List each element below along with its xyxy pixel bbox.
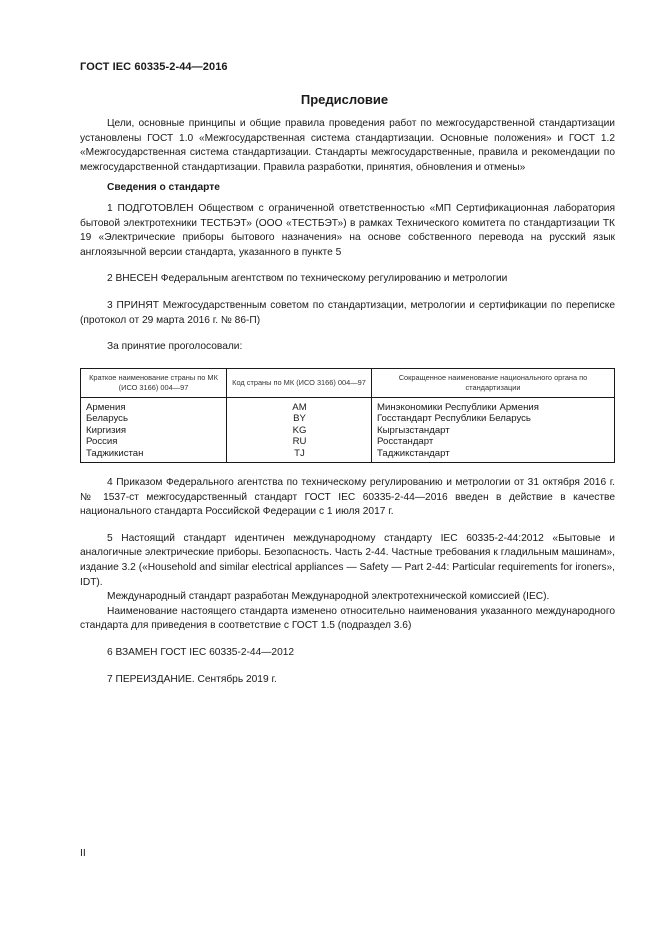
voting-table xyxy=(80,368,615,463)
item-introduced: 2 ВНЕСЕН Федеральным агентством по техническому регулированию и метрологии xyxy=(107,273,508,285)
item-developer: Международный стандарт разработан Международной электротехнической комиссией (IEC). xyxy=(107,591,550,603)
country-cell: Армения xyxy=(81,398,227,414)
body-cell: Минэкономики Республики Армения xyxy=(372,398,615,414)
body-cell: Госстандарт Республики Беларусь xyxy=(372,413,615,424)
header-body: Сокращенное наименование национального органа по стандартизации xyxy=(372,369,615,398)
table-row xyxy=(81,436,615,447)
code-cell: AM xyxy=(227,398,372,414)
header-code: Код страны по МК (ИСО 3166) 004—97 xyxy=(227,369,372,398)
country-cell: Таджикистан xyxy=(81,448,227,463)
code-cell: BY xyxy=(227,413,372,424)
code-cell: KG xyxy=(227,425,372,436)
section-heading: Сведения о стандарте xyxy=(107,182,220,194)
page-title: Предисловие xyxy=(300,92,389,107)
table-header-row xyxy=(81,369,615,398)
intro-paragraph: Цели, основные принципы и общие правила проведения работ по межгосударственной стандартизации установлены ГОСТ 1.0 «Межгосударственная система стандартизации. Основные положения» и ГОСТ 1.2 «Межгосударственная система стандартизации. Стандарты межгосударственные, правила и рекомендации по межгосударственной стандартизации. Правила разработки, принятия, обновления и отмены» xyxy=(80,118,615,173)
document-code: ГОСТ IEC 60335-2-44—2016 xyxy=(80,61,228,73)
item-renamed: Наименование настоящего стандарта изменено относительно наименования указанного международного стандарта для приведения в соответствие с ГОСТ 1.5 (подраздел 3.6) xyxy=(80,605,615,632)
body-cell: Кыргызстандарт xyxy=(372,425,615,436)
item-prepared: 1 ПОДГОТОВЛЕН Обществом с ограниченной ответственностью «МП Сертификационная лаборатория бытовой электротехники ТЕСТБЭТ» (ООО «ТЕСТБЭТ») в рамках Технического комитета по стандартизации ТК 19 «Электрические приборы бытового назначения» на основе собственного перевода на русский язык англоязычной версии стандарта, указанного в пункте 5 xyxy=(80,202,615,258)
voted-label: За принятие проголосовали: xyxy=(107,341,243,353)
item-identical: 5 Настоящий стандарт идентичен международному стандарту IEC 60335-2-44:2012 «Бытовые и аналогичные электрические приборы. Безопасность. Часть 2-44. Частные требования к гладильным машинам», издание 3.2 («Household and similar electrical appliances — Safety — Part 2-44: Particular requirements for ironers», IDT). xyxy=(80,532,615,588)
country-cell: Россия xyxy=(81,436,227,447)
country-cell: Киргизия xyxy=(81,425,227,436)
item-order: 4 Приказом Федерального агентства по техническому регулированию и метрологии от 31 октября 2016 г. № 1537-ст межгосударственный стандарт ГОСТ IEC 60335-2-44—2016 введен в действие в качестве национального стандарта Российской Федерации с 1 июля 2017 г. xyxy=(80,477,615,518)
country-cell: Беларусь xyxy=(81,413,227,424)
table-row xyxy=(81,398,615,414)
body-cell: Таджикстандарт xyxy=(372,448,615,463)
body-cell: Росстандарт xyxy=(372,436,615,447)
table-row xyxy=(81,448,615,463)
items-block xyxy=(80,476,615,687)
item-adopted: 3 ПРИНЯТ Межгосударственным советом по стандартизации, метрологии и сертификации по переписке (протокол от 29 марта 2016 г. № 86-П) xyxy=(80,299,615,326)
page-number: II xyxy=(80,847,86,859)
intro-block xyxy=(80,117,615,355)
table-row xyxy=(81,413,615,424)
item-reissue: 7 ПЕРЕИЗДАНИЕ. Сентябрь 2019 г. xyxy=(107,673,277,685)
code-cell: RU xyxy=(227,436,372,447)
header-country: Краткое наименование страны по МК (ИСО 3166) 004—97 xyxy=(81,369,227,398)
table-row xyxy=(81,425,615,436)
item-replaces: 6 ВЗАМЕН ГОСТ IEC 60335-2-44—2012 xyxy=(107,646,295,658)
code-cell: TJ xyxy=(227,448,372,463)
